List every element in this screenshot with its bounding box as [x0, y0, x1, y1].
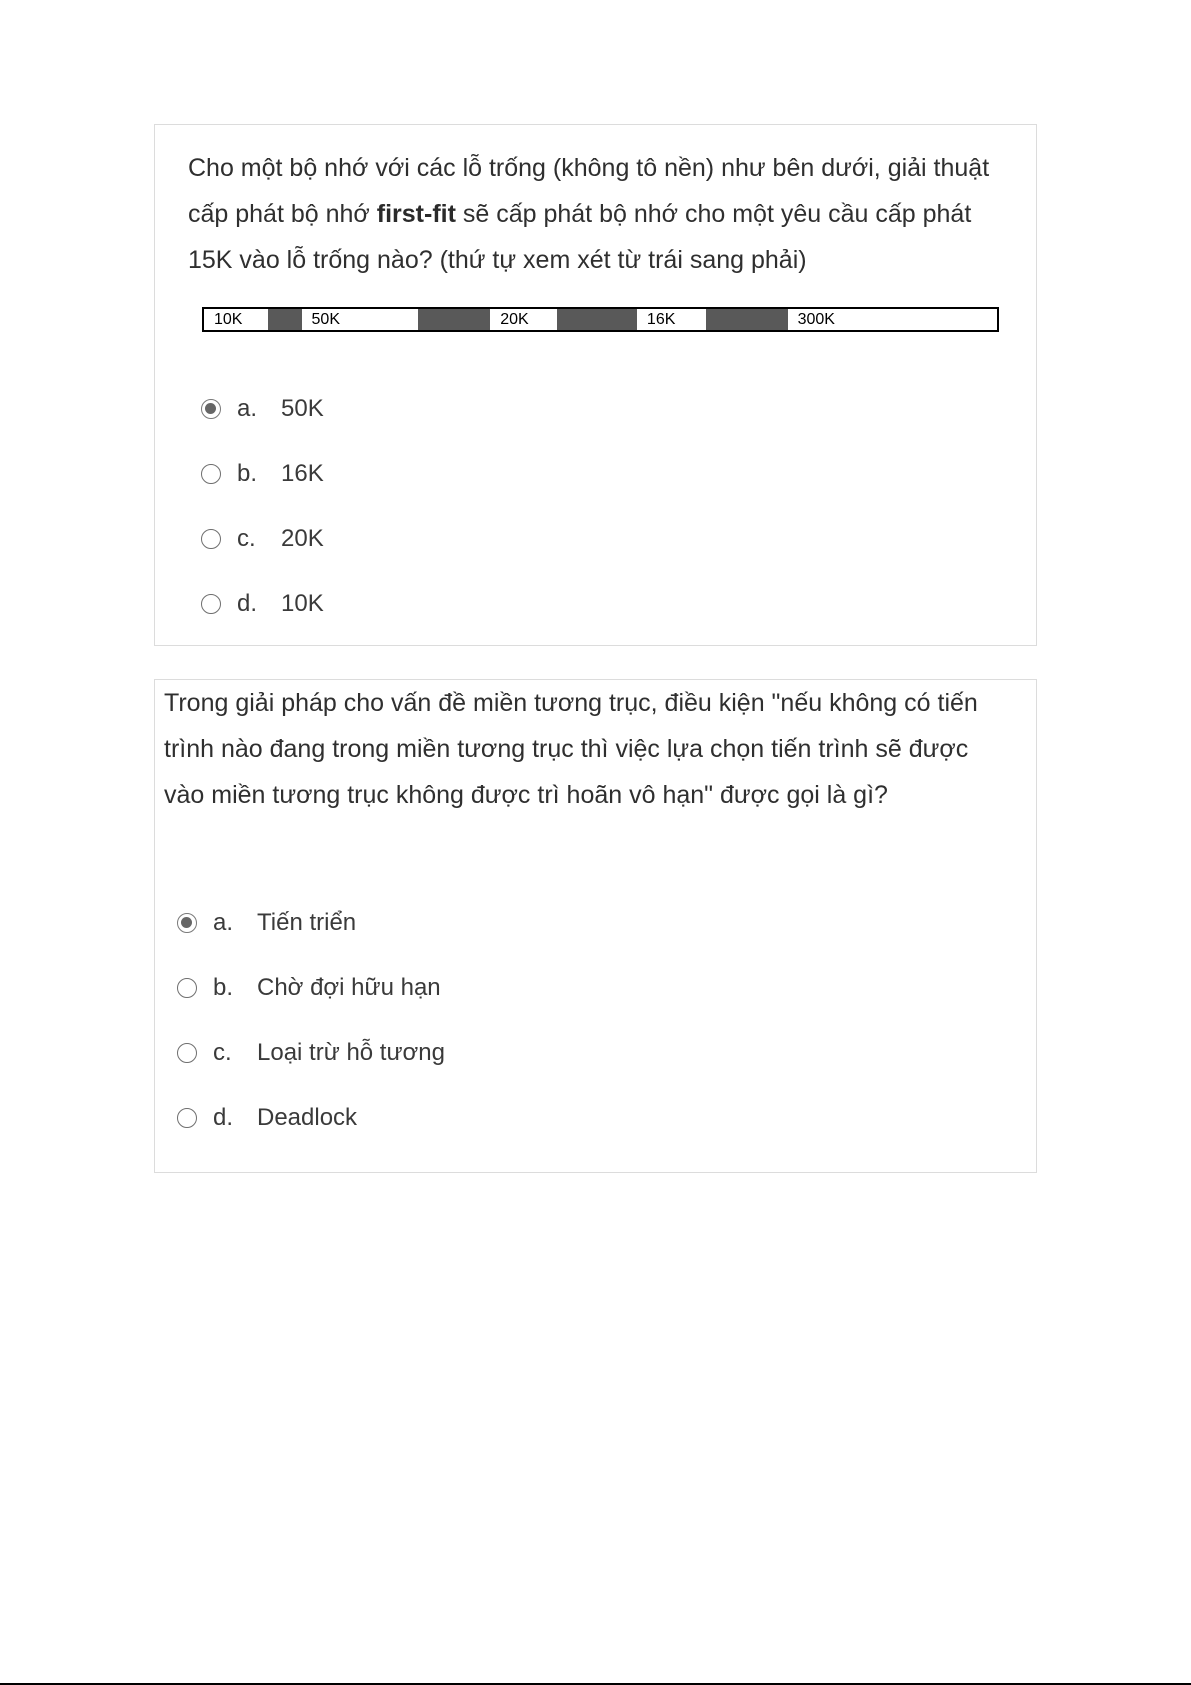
memory-hole-label: 16K: [646, 311, 676, 328]
memory-used-block: [706, 309, 788, 330]
option-letter: d.: [213, 1104, 234, 1131]
question-card-2: [154, 679, 1037, 1173]
option-letter: b.: [213, 974, 234, 1001]
option-letter: a.: [237, 395, 258, 422]
question-2-options: [177, 906, 445, 1166]
memory-hole-16k: [637, 309, 706, 330]
option-text: 10K: [281, 590, 324, 617]
option-letter: c.: [237, 525, 256, 552]
question-1-bold-term: first-fit: [376, 200, 456, 228]
option-text: Chờ đợi hữu hạn: [257, 974, 441, 1001]
option-letter: b.: [237, 460, 258, 487]
question-2-text: Trong giải pháp cho vấn đề miền tương trục, điều kiện "nếu không có tiến trình nào đang trong miền tương trục thì việc lựa chọn tiến trình sẽ được vào miền tương trục không được trì hoãn vô hạn" được gọi là gì?: [164, 689, 978, 809]
radio-button-icon[interactable]: [177, 978, 197, 998]
question-1-option-c[interactable]: [201, 522, 324, 587]
question-1-option-d[interactable]: [201, 587, 324, 652]
option-text: 16K: [281, 460, 324, 487]
question-1-option-a[interactable]: [201, 392, 324, 457]
option-text: Deadlock: [257, 1104, 358, 1131]
memory-hole-label: 300K: [797, 311, 835, 328]
question-1-option-b[interactable]: [201, 457, 324, 522]
question-2-option-c[interactable]: [177, 1036, 445, 1101]
question-1-text: [188, 145, 1018, 283]
option-letter: c.: [213, 1039, 232, 1066]
question-2-option-a[interactable]: [177, 906, 445, 971]
question-2-option-b[interactable]: [177, 971, 445, 1036]
memory-hole-50k: [302, 309, 419, 330]
memory-hole-label: 50K: [311, 311, 340, 328]
memory-used-block: [418, 309, 490, 330]
memory-hole-label: 20K: [500, 311, 529, 328]
radio-button-checked-icon[interactable]: [177, 913, 197, 933]
radio-button-icon[interactable]: [177, 1043, 197, 1063]
memory-hole-300k: [788, 309, 997, 330]
memory-hole-10k: [204, 309, 268, 330]
option-letter: d.: [237, 590, 258, 617]
radio-button-icon[interactable]: [201, 529, 221, 549]
memory-used-block: [268, 309, 301, 330]
question-1-options: [201, 392, 324, 652]
option-letter: a.: [213, 909, 234, 936]
question-1-text-part-1: Cho một bộ nhớ với các lỗ trống (không tô nền) như bên dưới, giải thuật cấp phát bộ nhớ: [188, 154, 990, 228]
memory-hole-label: 10K: [214, 311, 243, 328]
option-text: 20K: [281, 525, 324, 552]
question-1-text-part-2: sẽ cấp phát bộ nhớ cho một yêu cầu cấp phát 15K vào lỗ trống nào? (thứ tự xem xét từ trái sang phải): [188, 200, 972, 274]
radio-button-icon[interactable]: [201, 594, 221, 614]
radio-button-checked-icon[interactable]: [201, 399, 221, 419]
question-card-1: [154, 124, 1037, 646]
question-2-option-d[interactable]: [177, 1101, 445, 1166]
memory-diagram: [202, 307, 999, 332]
option-text: 50K: [281, 395, 324, 422]
memory-hole-20k: [490, 309, 557, 330]
memory-used-block: [557, 309, 637, 330]
option-text: Tiến triển: [257, 909, 357, 936]
radio-button-icon[interactable]: [201, 464, 221, 484]
radio-button-icon[interactable]: [177, 1108, 197, 1128]
option-text: Loại trừ hỗ tương: [257, 1039, 445, 1066]
